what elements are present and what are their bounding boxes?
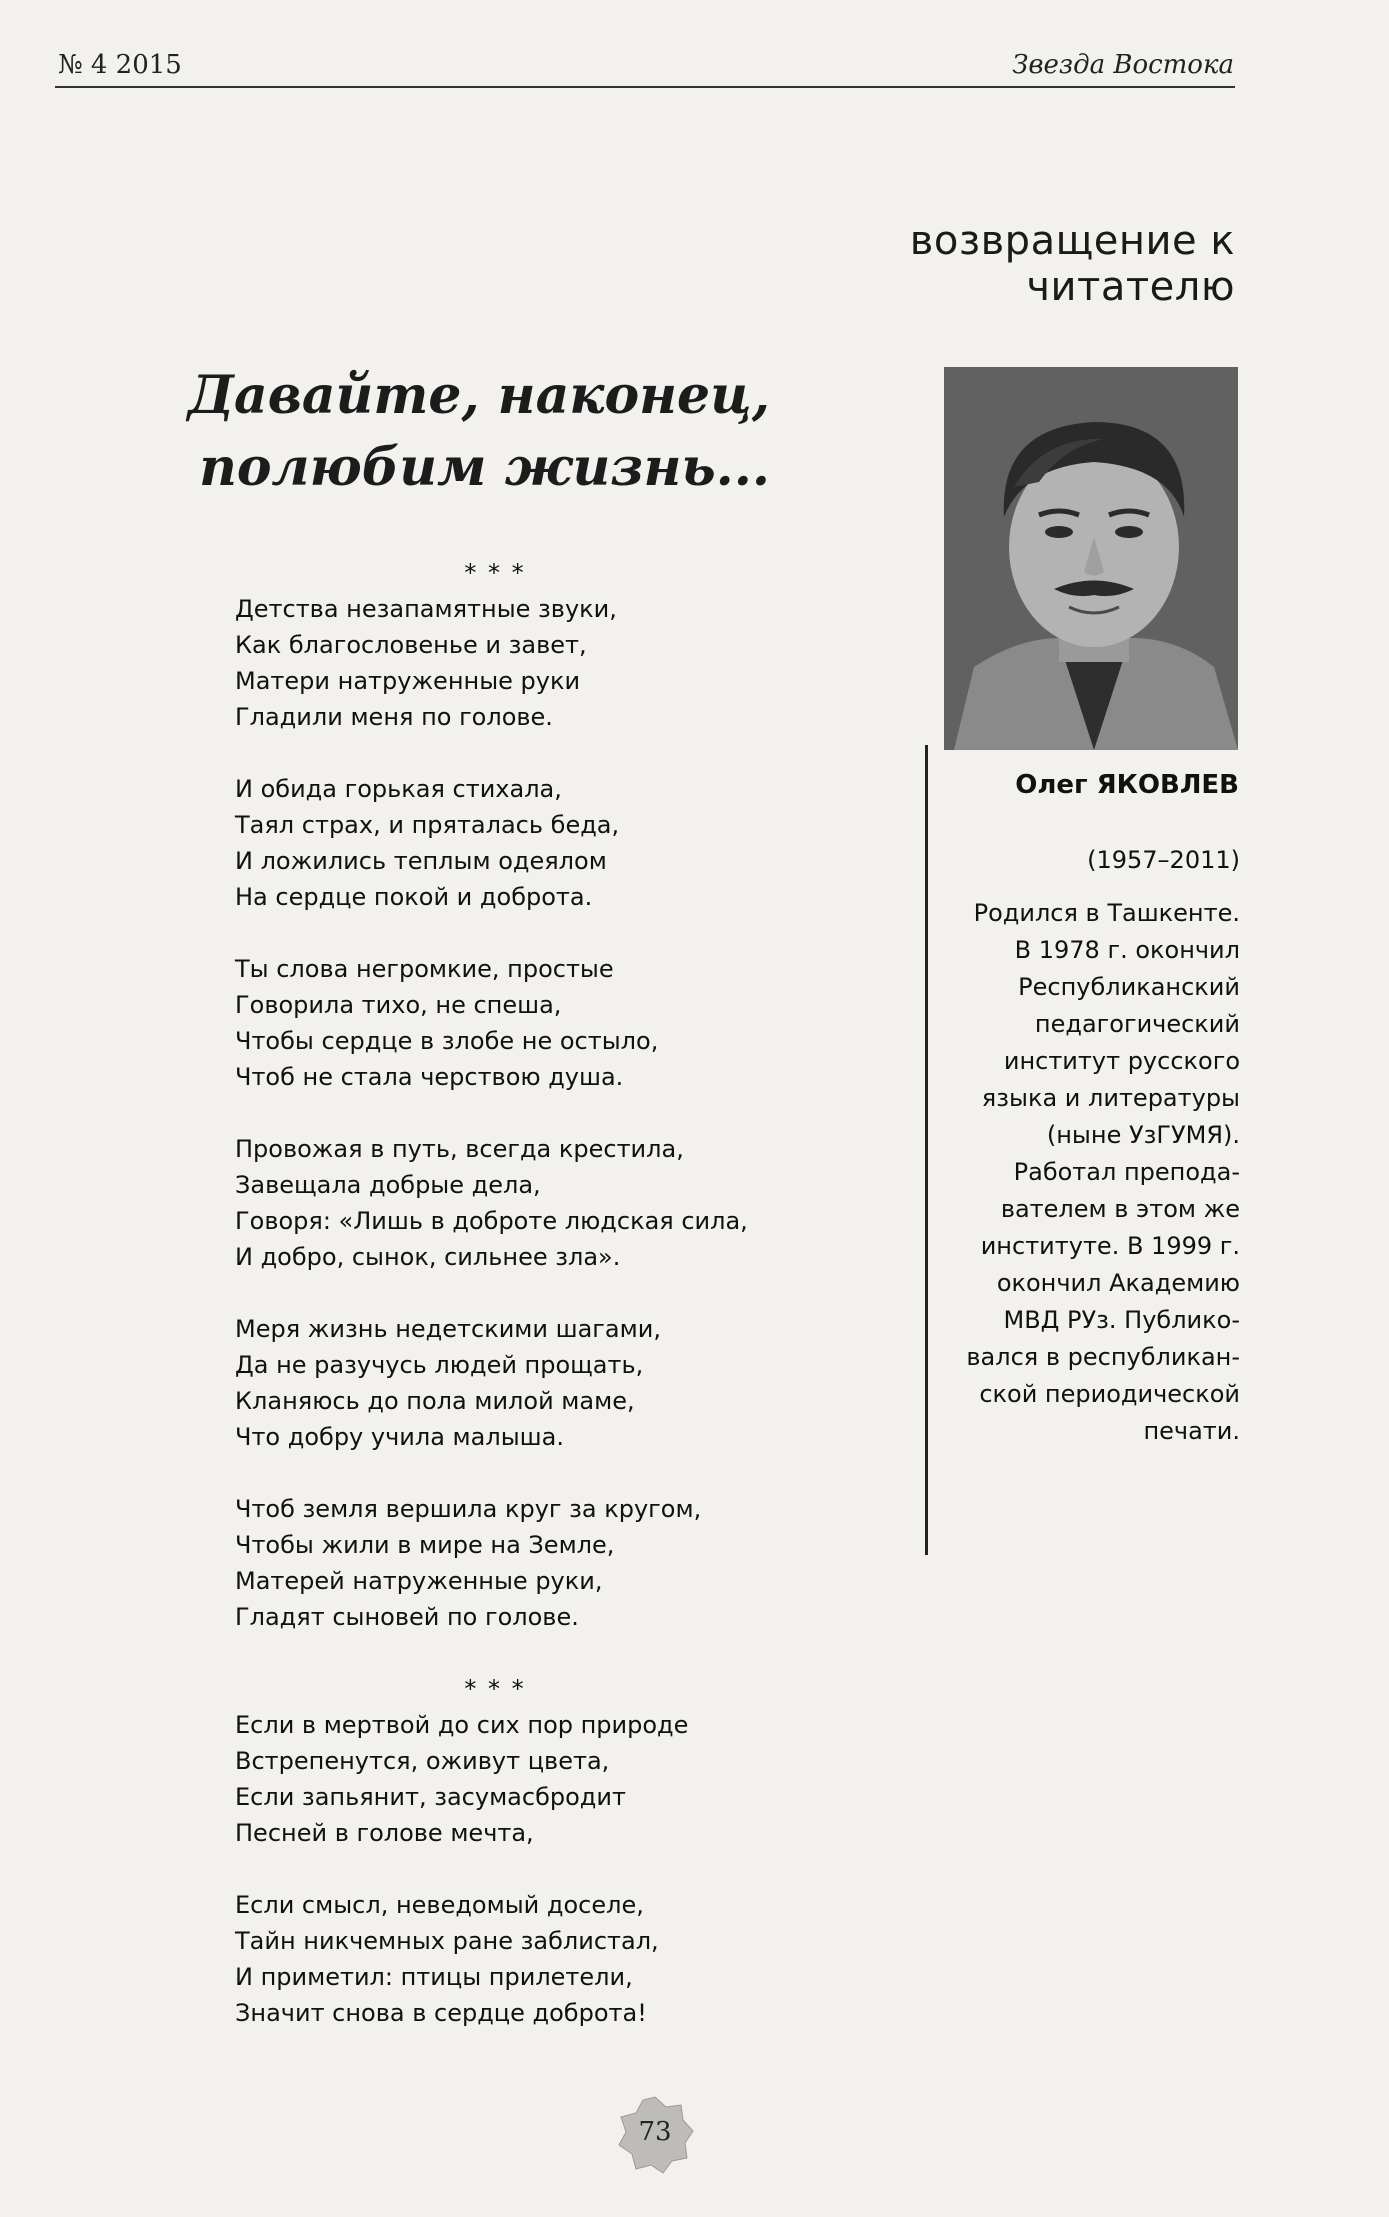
- header-rule: [55, 86, 1235, 88]
- poem-line: Таял страх, и пряталась беда,: [235, 811, 620, 839]
- poem-line: Тайн никчемных ране заблистал,: [235, 1927, 659, 1955]
- poem-asterisks: * * *: [464, 559, 526, 587]
- main-title: [170, 360, 770, 504]
- page-number: 73: [638, 2117, 672, 2147]
- bio-line: печати.: [1143, 1417, 1240, 1445]
- bio-line: МВД РУз. Публико-: [1003, 1306, 1240, 1334]
- poem-line: И обида горькая стихала,: [235, 775, 562, 803]
- poem-line: Завещала добрые дела,: [235, 1171, 541, 1199]
- poem-line: Если запьянит, засумасбродит: [235, 1783, 626, 1811]
- bio-line: педагогический: [1034, 1010, 1240, 1038]
- stanza: [235, 1311, 715, 1455]
- poem-line: Матерей натруженные руки,: [235, 1567, 603, 1595]
- poem-line: Ты слова негромкие, простые: [235, 955, 614, 983]
- bio-line: Родился в Ташкенте.: [973, 899, 1240, 927]
- poem-line: И приметил: птицы прилетели,: [235, 1963, 633, 1991]
- column-divider: [925, 745, 928, 1555]
- bio-line: институте. В 1999 г.: [980, 1232, 1240, 1260]
- poem-line: Если в мертвой до сих пор природе: [235, 1711, 689, 1739]
- bio-line: языка и литературы: [981, 1084, 1240, 1112]
- poem-line: Да не разучусь людей прощать,: [235, 1351, 644, 1379]
- bio-line: вался в республикан-: [966, 1343, 1240, 1371]
- header-journal-title: Звезда Востока: [1012, 50, 1234, 80]
- poem-line: Говорила тихо, не спеша,: [235, 991, 562, 1019]
- poem-line: Меря жизнь недетскими шагами,: [235, 1315, 661, 1343]
- poem-line: Как благословенье и завет,: [235, 631, 587, 659]
- poem: [235, 555, 748, 1635]
- poem-line: Что добру учила малыша.: [235, 1423, 564, 1451]
- poem-line: Кланяюсь до пола милой маме,: [235, 1387, 635, 1415]
- poem-line: Если смысл, неведомый доселе,: [235, 1891, 644, 1919]
- main-title-line: Давайте, наконец,: [187, 365, 770, 426]
- stanza: [235, 1131, 748, 1275]
- stanza: [235, 951, 715, 1095]
- poems-column: [235, 555, 748, 2067]
- poem-line: Провожая в путь, всегда крестила,: [235, 1135, 684, 1163]
- bio-line: институт русского: [1003, 1047, 1240, 1075]
- poem-line: И добро, сынок, сильнее зла».: [235, 1243, 621, 1271]
- bio-line: Работал препода-: [1013, 1158, 1240, 1186]
- poem-asterisks: * * *: [464, 1675, 526, 1703]
- stanza: [235, 1887, 715, 2031]
- bio-line: (ныне УзГУМЯ).: [1046, 1121, 1240, 1149]
- header-issue: № 4 2015: [58, 50, 182, 80]
- bio-line: вателем в этом же: [1000, 1195, 1240, 1223]
- bio-line: ской периодической: [979, 1380, 1240, 1408]
- poem-line: Песней в голове мечта,: [235, 1819, 534, 1847]
- bio-line: Республиканский: [1018, 973, 1240, 1001]
- poem-line: Говоря: «Лишь в доброте людская сила,: [235, 1207, 748, 1235]
- bio-line: окончил Академию: [996, 1269, 1240, 1297]
- poem-line: Детства незапамятные звуки,: [235, 595, 617, 623]
- bio-line: В 1978 г. окончил: [1014, 936, 1240, 964]
- poem-line: Чтобы жили в мире на Земле,: [235, 1531, 615, 1559]
- main-title-line: полюбим жизнь...: [199, 437, 770, 498]
- poem-line: Чтоб земля вершила круг за кругом,: [235, 1495, 702, 1523]
- poem-line: Чтоб не стала черствою душа.: [235, 1063, 624, 1091]
- stanza: [235, 1491, 715, 1635]
- poem-line: Матери натруженные руки: [235, 667, 581, 695]
- author-photo: [944, 367, 1238, 750]
- poem-line: Гладят сыновей по голове.: [235, 1603, 579, 1631]
- poem-line: Значит снова в сердце доброта!: [235, 1999, 647, 2027]
- author-bio: [945, 842, 1240, 1450]
- poem-line: Чтобы сердце в злобе не остыло,: [235, 1027, 659, 1055]
- stanza: [235, 591, 715, 735]
- poem-line: И ложились теплым одеялом: [235, 847, 607, 875]
- rubric-title: возвращение к читателю: [909, 218, 1235, 310]
- poem-line: Встрепенутся, оживут цвета,: [235, 1747, 610, 1775]
- poem-line: Гладили меня по голове.: [235, 703, 553, 731]
- poem-line: На сердце покой и доброта.: [235, 883, 593, 911]
- author-portrait-image: [944, 367, 1238, 750]
- author-name: Олег ЯКОВЛЕВ: [1015, 770, 1239, 800]
- bio-line: (1957–2011): [1087, 846, 1240, 874]
- poem: [235, 1671, 715, 2031]
- stanza: [235, 771, 715, 915]
- stanza: [235, 1707, 715, 1851]
